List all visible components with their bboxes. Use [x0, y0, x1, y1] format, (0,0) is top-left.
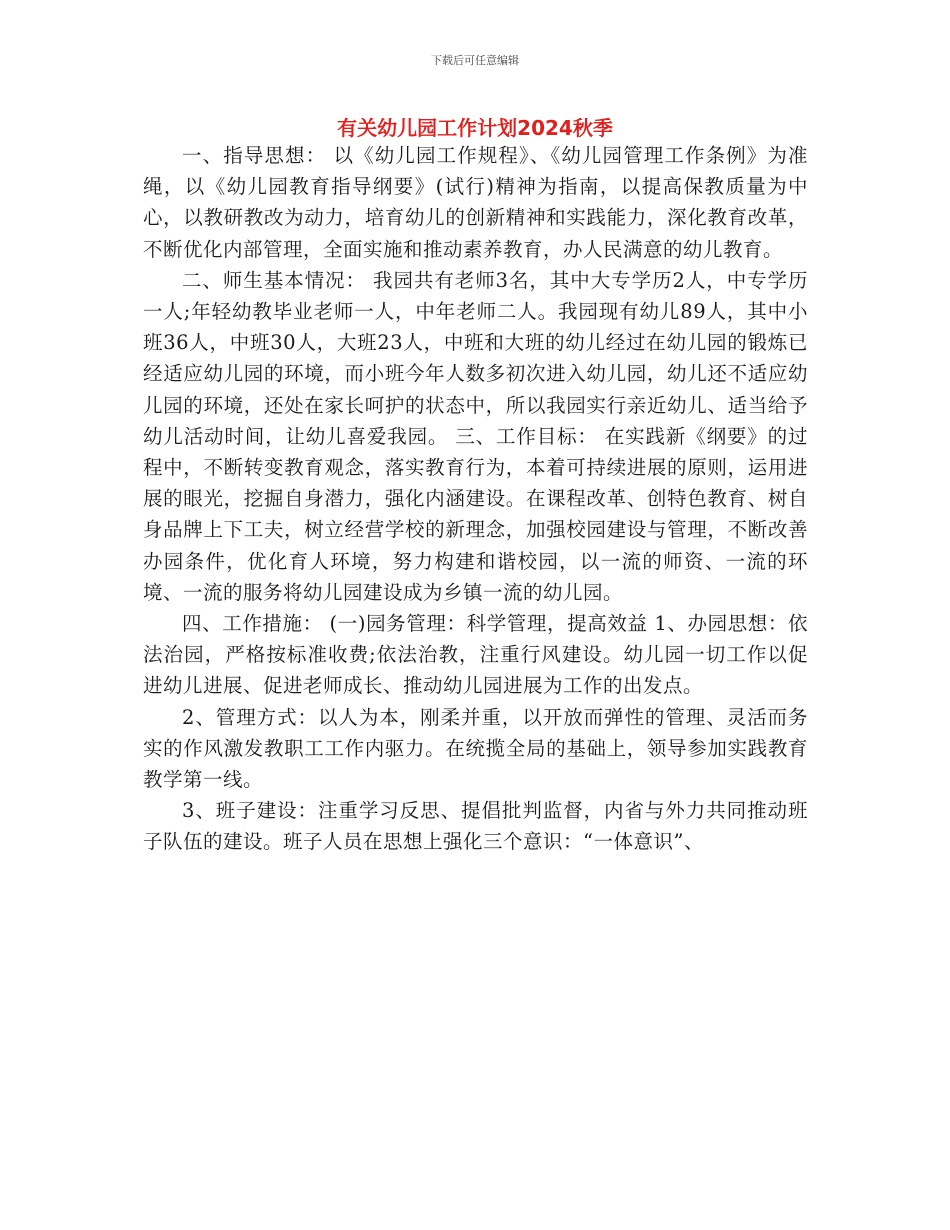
paragraph-work-measures: 四、工作措施： (一)园务管理：科学管理，提高效益 1、办园思想：依法治园，严格按标准收费;依法治教，注重行风建设。幼儿园一切工作以促进幼儿进展、促进老师成长、推动幼儿园进展为工作的出发点。	[143, 612, 808, 698]
document-title: 有关幼儿园工作计划2024秋季	[337, 116, 613, 140]
paragraph-management-style: 2、管理方式：以人为本，刚柔并重，以开放而弹性的管理、灵活而务实的作风激发教职工工作内驱力。在统揽全局的基础上，领导参加实践教育教学第一线。	[143, 705, 808, 792]
paragraph-team-building: 3、班子建设：注重学习反思、提倡批判监督，内省与外力共同推动班子队伍的建设。班子人员在思想上强化三个意识：“一体意识”、	[143, 799, 808, 854]
paragraph-basic-situation: 二、师生基本情况： 我园共有老师3名，其中大专学历2人，中专学历一人;年轻幼教毕业老师一人，中年老师二人。我园现有幼儿89人，其中小班36人，中班30人，大班23人，中班和大班的幼儿经过在幼儿园的锻炼已经适应幼儿园的环境，而小班今年人数多初次进入幼儿园，幼儿还不适应幼儿园的环境，还处在家长呵护的状态中，所以我园实行亲近幼儿、适当给予幼儿活动时间，让幼儿喜爱我园。 三、工作目标： 在实践新《纲要》的过程中，不断转变教育观念，落实教育行为，本着可持续进展的原则，运用进展的眼光，挖掘自身潜力，强化内涵建设。在课程改革、创特色教育、树自身品牌上下工夫，树立经营学校的新理念，加强校园建设与管理，不断改善办园条件，优化育人环境，努力构建和谐校园，以一流的师资、一流的环境、一流的服务将幼儿园建设成为乡镇一流的幼儿园。	[143, 268, 808, 604]
document-body	[143, 140, 808, 858]
paragraph-guiding-ideology: 一、指导思想： 以《幼儿园工作规程》、《幼儿园管理工作条例》为准绳，以《幼儿园教育指导纲要》(试行)精神为指南，以提高保教质量为中心，以教研教改为动力，培育幼儿的创新精神和实践能力，深化教育改革，不断优化内部管理，全面实施和推动素养教育，办人民满意的幼儿教育。	[143, 144, 808, 261]
page-header-note: 下载后可任意编辑	[431, 54, 519, 67]
